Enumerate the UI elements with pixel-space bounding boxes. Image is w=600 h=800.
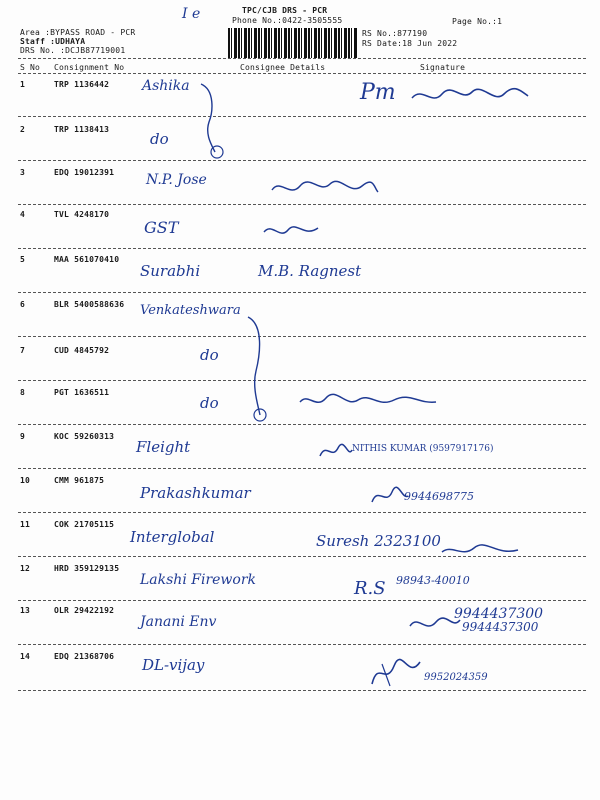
consignee-name: do bbox=[200, 346, 219, 364]
row-consignment: KOC 59260313 bbox=[54, 432, 115, 441]
row-divider bbox=[18, 336, 586, 337]
consignee-extra: 9952024359 bbox=[424, 672, 488, 683]
signature-scribble bbox=[370, 484, 410, 508]
consignee-extra: NITHIS KUMAR (9597917176) bbox=[352, 444, 494, 454]
rs-date: RS Date:18 Jun 2022 bbox=[362, 39, 458, 48]
header-divider bbox=[18, 58, 586, 59]
row-sno: 1 bbox=[20, 80, 26, 89]
signature-scribble bbox=[318, 440, 354, 462]
consignee-extra: M.B. Ragnest bbox=[258, 262, 362, 280]
row-sno: 5 bbox=[20, 255, 26, 264]
row-divider bbox=[18, 248, 586, 249]
signature-scribble bbox=[368, 656, 424, 690]
signature-scribble bbox=[298, 388, 438, 416]
handwritten-mark: I e bbox=[182, 6, 201, 22]
row-consignment: EDQ 21368706 bbox=[54, 652, 115, 661]
row-consignment: EDQ 19012391 bbox=[54, 168, 115, 177]
row-sno: 14 bbox=[20, 652, 31, 661]
consignee-extra: 9944698775 bbox=[404, 490, 474, 503]
consignee-extra: Suresh 2323100 bbox=[316, 532, 441, 550]
report-title: TPC/CJB DRS - PCR bbox=[242, 6, 328, 15]
bracket-mark bbox=[195, 82, 235, 162]
signature-scribble bbox=[410, 82, 530, 110]
consignee-name: Interglobal bbox=[130, 528, 215, 546]
consignee-name: Surabhi bbox=[140, 262, 201, 280]
row-consignment: MAA 561070410 bbox=[54, 255, 120, 264]
col-sno: S No bbox=[20, 63, 41, 72]
consignee-name: do bbox=[200, 394, 219, 412]
page-number: Page No.:1 bbox=[452, 17, 503, 26]
row-divider bbox=[18, 204, 586, 205]
row-sno: 12 bbox=[20, 564, 31, 573]
row-consignment: HRD 359129135 bbox=[54, 564, 120, 573]
rs-number: RS No.:877190 bbox=[362, 29, 428, 38]
row-sno: 6 bbox=[20, 300, 26, 309]
signature-scribble bbox=[262, 220, 322, 244]
row-sno: 13 bbox=[20, 606, 31, 615]
row-divider bbox=[18, 512, 586, 513]
consignee-name: do bbox=[150, 130, 169, 148]
row-divider bbox=[18, 292, 586, 293]
phone-number: Phone No.:0422-3505555 bbox=[232, 16, 343, 25]
signature-scribble bbox=[440, 540, 520, 560]
consignee-name: Venkateshwara bbox=[140, 303, 241, 318]
signature-rs: R.S bbox=[354, 578, 386, 599]
row-sno: 10 bbox=[20, 476, 31, 485]
row-sno: 3 bbox=[20, 168, 26, 177]
signature-scribble bbox=[270, 176, 380, 200]
row-divider bbox=[18, 380, 586, 381]
row-consignment: TRP 1136442 bbox=[54, 80, 110, 89]
consignee-name: Fleight bbox=[136, 438, 191, 456]
row-sno: 8 bbox=[20, 388, 26, 397]
row-sno: 2 bbox=[20, 125, 26, 134]
bracket-mark bbox=[240, 315, 280, 425]
columns-divider bbox=[18, 73, 586, 74]
row-consignment: PGT 1636511 bbox=[54, 388, 110, 397]
row-consignment: TRP 1138413 bbox=[54, 125, 110, 134]
col-signature: Signature bbox=[420, 63, 466, 72]
consignee-name: Ashika bbox=[142, 78, 190, 94]
row-consignment: TVL 4248170 bbox=[54, 210, 110, 219]
row-consignment: BLR 5400588636 bbox=[54, 300, 125, 309]
row-divider bbox=[18, 424, 586, 425]
row-divider bbox=[18, 116, 586, 117]
consignee-name: DL-vijay bbox=[142, 656, 205, 674]
drs-number: DRS No. :DCJB87719001 bbox=[20, 46, 126, 55]
consignee-extra: 98943-40010 bbox=[396, 574, 470, 587]
consignee-extra: 9944437300 bbox=[462, 620, 539, 634]
row-consignment: CUD 4845792 bbox=[54, 346, 110, 355]
col-consignment: Consignment No bbox=[54, 63, 125, 72]
row-divider bbox=[18, 690, 586, 691]
barcode bbox=[228, 28, 358, 58]
row-consignment: COK 21705115 bbox=[54, 520, 115, 529]
consignee-name: Prakashkumar bbox=[140, 484, 251, 502]
row-consignment: OLR 29422192 bbox=[54, 606, 115, 615]
signature-pm: Pm bbox=[360, 80, 396, 105]
consignee-name: N.P. Jose bbox=[146, 172, 207, 188]
row-divider bbox=[18, 160, 586, 161]
row-divider bbox=[18, 600, 586, 601]
staff-label: Staff :UDHAYA bbox=[20, 37, 86, 46]
row-sno: 7 bbox=[20, 346, 26, 355]
col-consignee: Consignee Details bbox=[240, 63, 326, 72]
area-label: Area :BYPASS ROAD - PCR bbox=[20, 28, 136, 37]
consignee-name: Lakshi Firework bbox=[140, 572, 257, 588]
consignee-extra-2: 9944437300 bbox=[454, 606, 544, 622]
row-divider bbox=[18, 468, 586, 469]
row-sno: 9 bbox=[20, 432, 26, 441]
row-sno: 4 bbox=[20, 210, 26, 219]
row-sno: 11 bbox=[20, 520, 31, 529]
row-divider bbox=[18, 644, 586, 645]
row-consignment: CMM 961875 bbox=[54, 476, 105, 485]
consignee-name: Janani Env bbox=[140, 614, 217, 630]
consignee-name: GST bbox=[144, 218, 179, 237]
